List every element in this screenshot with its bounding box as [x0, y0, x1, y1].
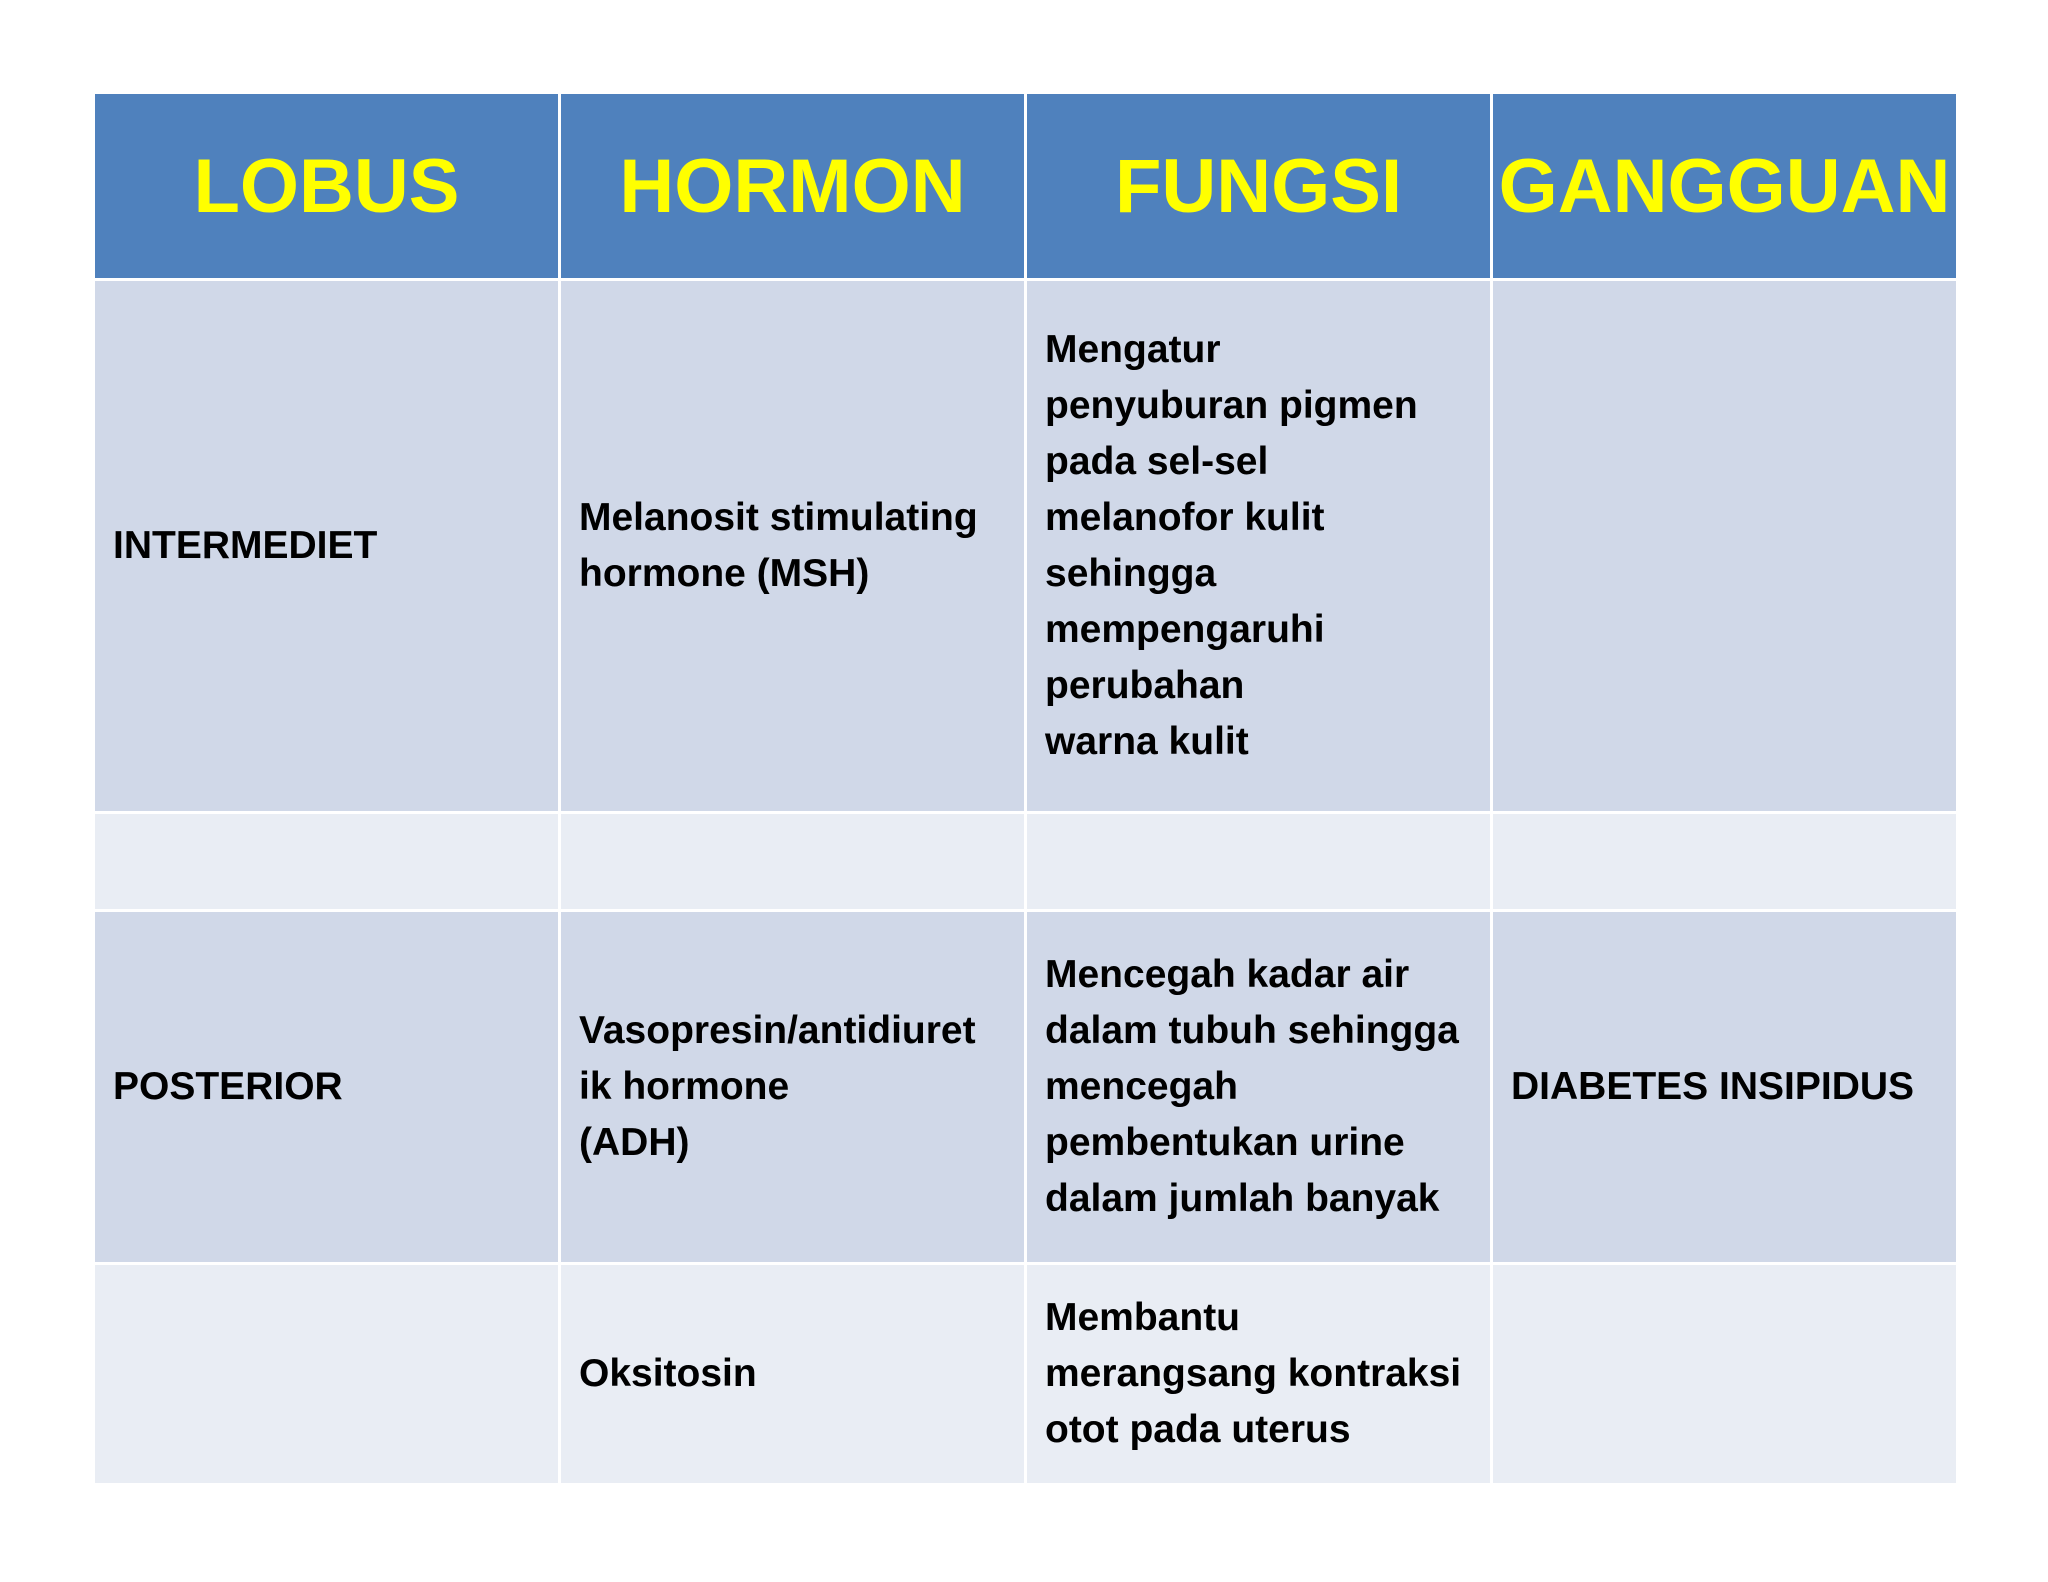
hormone-table [92, 91, 1959, 1486]
cell-fungsi: Membantu merangsang kontraksi otot pada uterus [1027, 1265, 1490, 1483]
table-row [95, 1265, 1956, 1483]
cell-fungsi: Mencegah kadar air dalam tubuh sehingga mencegah pembentukan urine dalam jumlah banyak [1027, 912, 1490, 1262]
cell-gangguan [1493, 1265, 1956, 1483]
cell-gangguan [1493, 814, 1956, 909]
table-row [95, 814, 1956, 909]
cell-hormon: Oksitosin [561, 1265, 1024, 1483]
cell-gangguan [1493, 281, 1956, 811]
header-gangguan: GANGGUAN [1493, 94, 1956, 278]
cell-lobus: POSTERIOR [95, 912, 558, 1262]
cell-lobus [95, 1265, 558, 1483]
header-lobus: LOBUS [95, 94, 558, 278]
cell-lobus: INTERMEDIET [95, 281, 558, 811]
cell-fungsi: Mengatur penyuburan pigmen pada sel-sel melanofor kulit sehingga mempengaruhi perubahan warna kulit [1027, 281, 1490, 811]
cell-gangguan: DIABETES INSIPIDUS [1493, 912, 1956, 1262]
cell-hormon: Vasopresin/antidiuret ik hormone (ADH) [561, 912, 1024, 1262]
table-row [95, 281, 1956, 811]
table-row [95, 912, 1956, 1262]
cell-hormon: Melanosit stimulating hormone (MSH) [561, 281, 1024, 811]
header-row [95, 94, 1956, 278]
header-hormon: HORMON [561, 94, 1024, 278]
header-fungsi: FUNGSI [1027, 94, 1490, 278]
cell-lobus [95, 814, 558, 909]
cell-hormon [561, 814, 1024, 909]
cell-fungsi [1027, 814, 1490, 909]
